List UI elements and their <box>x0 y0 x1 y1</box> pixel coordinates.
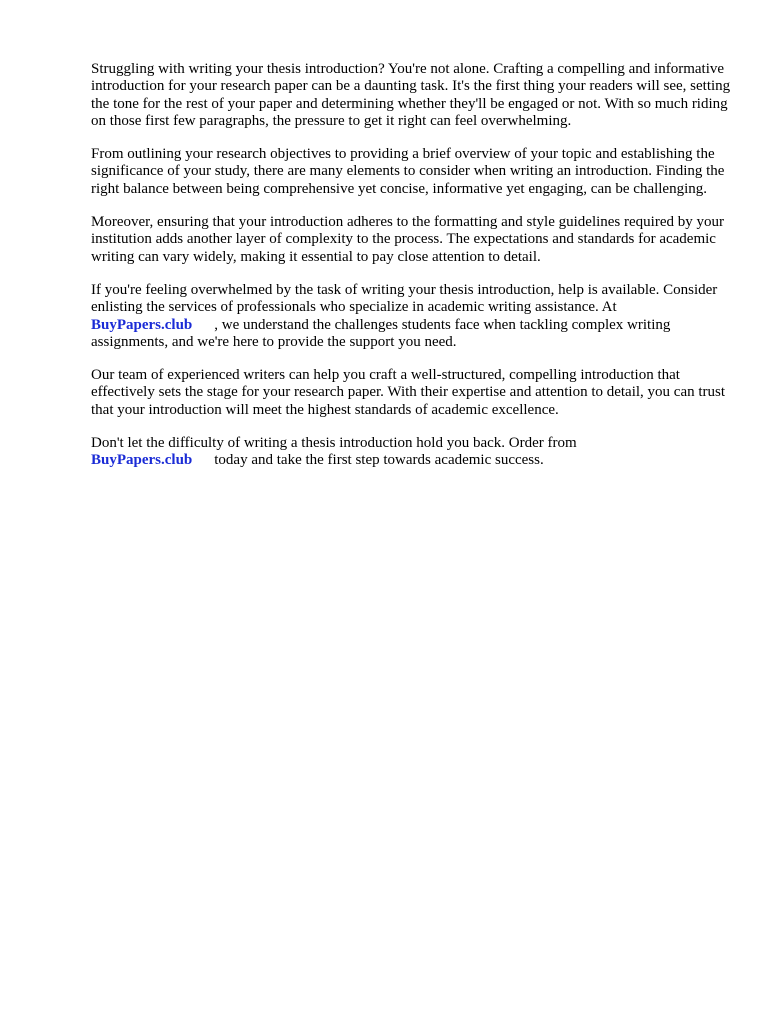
paragraph-order-text-before: Don't let the difficulty of writing a thesis introduction hold you back. Order from <box>91 435 577 452</box>
paragraph-intro: Struggling with writing your thesis introduction? You're not alone. Crafting a compelling and informative introduction for your research paper can be a daunting task. It's the first thing your readers will see, setting the tone for the rest of your paper and determining whether they'll be engaged or not. With so much riding on those first few paragraphs, the pressure to get it right can feel overwhelming. <box>91 61 731 129</box>
paragraph-order-text-after: today and take the first step towards academic success. <box>214 452 544 469</box>
paragraph-help-text-before: If you're feeling overwhelmed by the task of writing your thesis introduction, help is available. Consider enlisting the services of professionals who specialize in academic writing assistance. At <box>91 281 718 316</box>
buypapers-link-1[interactable]: BuyPapers.club <box>91 316 193 333</box>
paragraph-help <box>91 282 731 351</box>
paragraph-formatting: Moreover, ensuring that your introduction adheres to the formatting and style guidelines required by your institution adds another layer of complexity to the process. The expectations and standards for academic writing can vary widely, making it essential to pay close attention to detail. <box>91 214 724 265</box>
buypapers-link-2[interactable]: BuyPapers.club <box>91 452 193 469</box>
paragraph-team: Our team of experienced writers can help you craft a well-structured, compelling introduction that effectively sets the stage for your research paper. With their expertise and attention to detail, you can trust that your introduction will meet the highest standards of academic excellence. <box>91 367 726 418</box>
paragraph-order <box>91 435 731 470</box>
paragraph-help-text-after: , we understand the challenges students face when tackling complex writing assignments, and we're here to provide the support you need. <box>91 316 671 350</box>
document-body <box>91 61 731 486</box>
paragraph-elements: From outlining your research objectives to providing a brief overview of your topic and establishing the significance of your study, there are many elements to consider when writing an introduction. Finding the right balance between being comprehensive yet concise, informative yet engaging, can be challenging. <box>91 146 725 197</box>
